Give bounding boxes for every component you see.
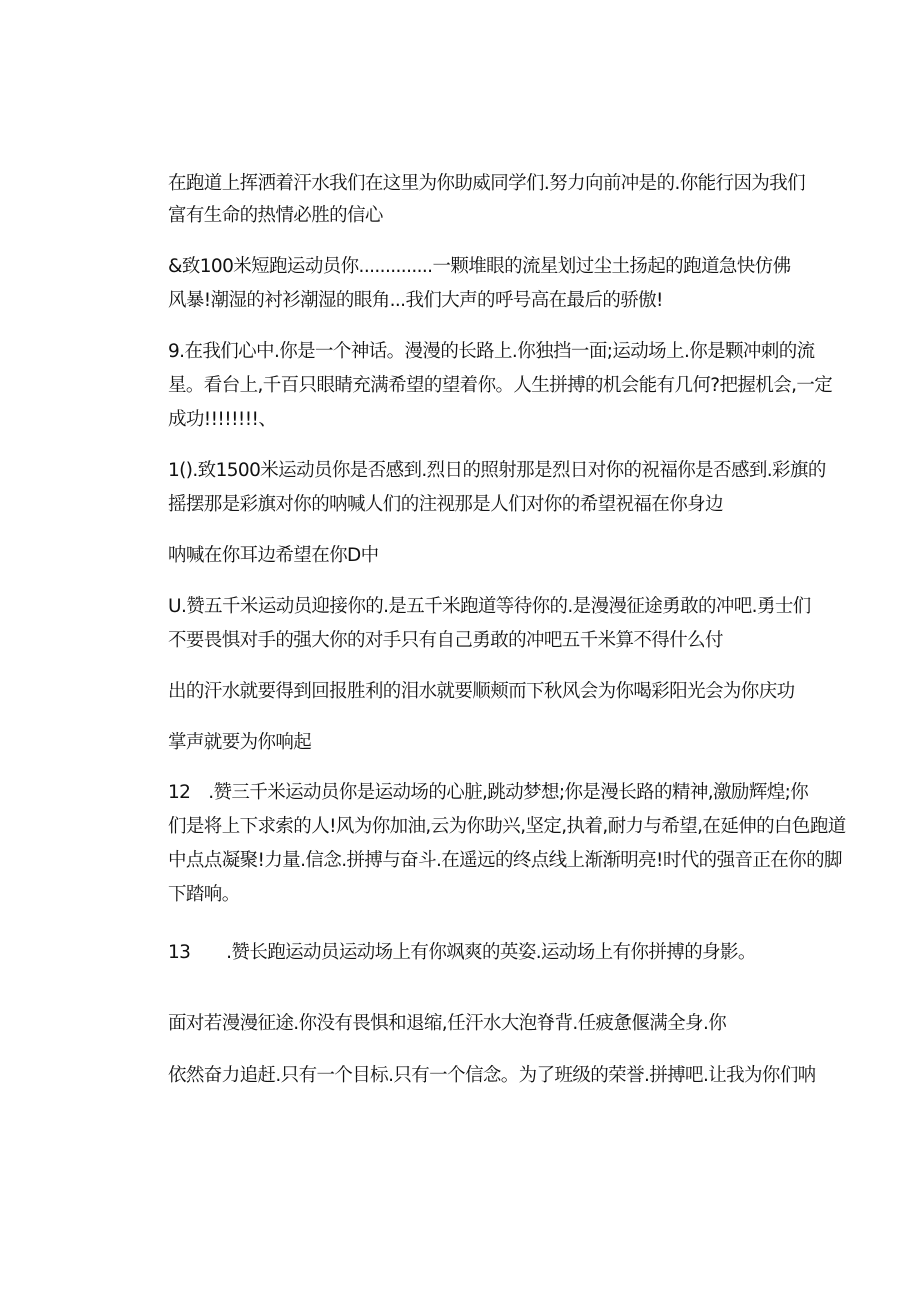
text-line: 富有生命的热情必胜的信心 bbox=[168, 205, 383, 226]
text-line: 在跑道上挥洒着汗水我们在这里为你助威同学们.努力向前冲是的.你能行因为我们 bbox=[168, 173, 806, 194]
text-line: 风暴!潮湿的衬衫潮湿的眼角...我们大声的呼号高在最后的骄傲! bbox=[168, 290, 663, 311]
text-line: 星。看台上,千百只眼睛充满希望的望着你。人生拼搏的机会能有几何?把握机会,一定 bbox=[168, 375, 833, 396]
text-line: &致100米短跑运动员你..............一颗堆眼的流星划过尘土扬起的跑道急快仿佛 bbox=[168, 256, 791, 277]
text-line: 中点点凝聚!力量.信念.拼搏与奋斗.在遥远的终点线上渐渐明亮!时代的强音正在你的脚 bbox=[168, 850, 842, 871]
text-line: 掌声就要为你响起 bbox=[168, 732, 312, 753]
text-line: 1().致1500米运动员你是否感到.烈日的照射那是烈日对你的祝福你是否感到.彩旗的 bbox=[168, 460, 826, 481]
text-line: 们是将上下求索的人!风为你加油,云为你助兴,坚定,执着,耐力与希望,在延伸的白色跑道 bbox=[168, 816, 846, 837]
text-line: 依然奋力追赶.只有一个目标.只有一个信念。为了班级的荣誉.拼搏吧.让我为你们呐 bbox=[168, 1065, 816, 1086]
text-line: U.赞五千米运动员迎接你的.是五千米跑道等待你的.是漫漫征途勇敢的冲吧.勇士们 bbox=[168, 596, 811, 617]
text-line: 呐喊在你耳边希望在你D中 bbox=[168, 545, 379, 566]
text-line: 面对若漫漫征途.你没有畏惧和退缩,任汗水大泡脊背.任疲惫偃满全身.你 bbox=[168, 1013, 727, 1034]
text-line: 摇摆那是彩旗对你的呐喊人们的注视那是人们对你的希望祝福在你身边 bbox=[168, 494, 723, 515]
text-line: 12 .赞三千米运动员你是运动场的心脏,跳动梦想;你是漫长路的精神,激励辉煌;你 bbox=[168, 782, 809, 803]
text-line: 13 .赞长跑运动员运动场上有你飒爽的英姿.运动场上有你拼搏的身影。 bbox=[168, 942, 756, 963]
text-line: 出的汗水就要得到回报胜利的泪水就要顺颊而下秋风会为你喝彩阳光会为你庆功 bbox=[168, 681, 795, 702]
text-line: 不要畏惧对手的强大你的对手只有自己勇敢的冲吧五千米算不得什么付 bbox=[168, 630, 723, 651]
text-line: 下踏响。 bbox=[168, 884, 240, 905]
text-line: 9.在我们心中.你是一个神话。漫漫的长路上.你独挡一面;运动场上.你是颗冲刺的流 bbox=[168, 341, 815, 362]
text-line: 成功!!!!!!!!、 bbox=[168, 409, 277, 430]
